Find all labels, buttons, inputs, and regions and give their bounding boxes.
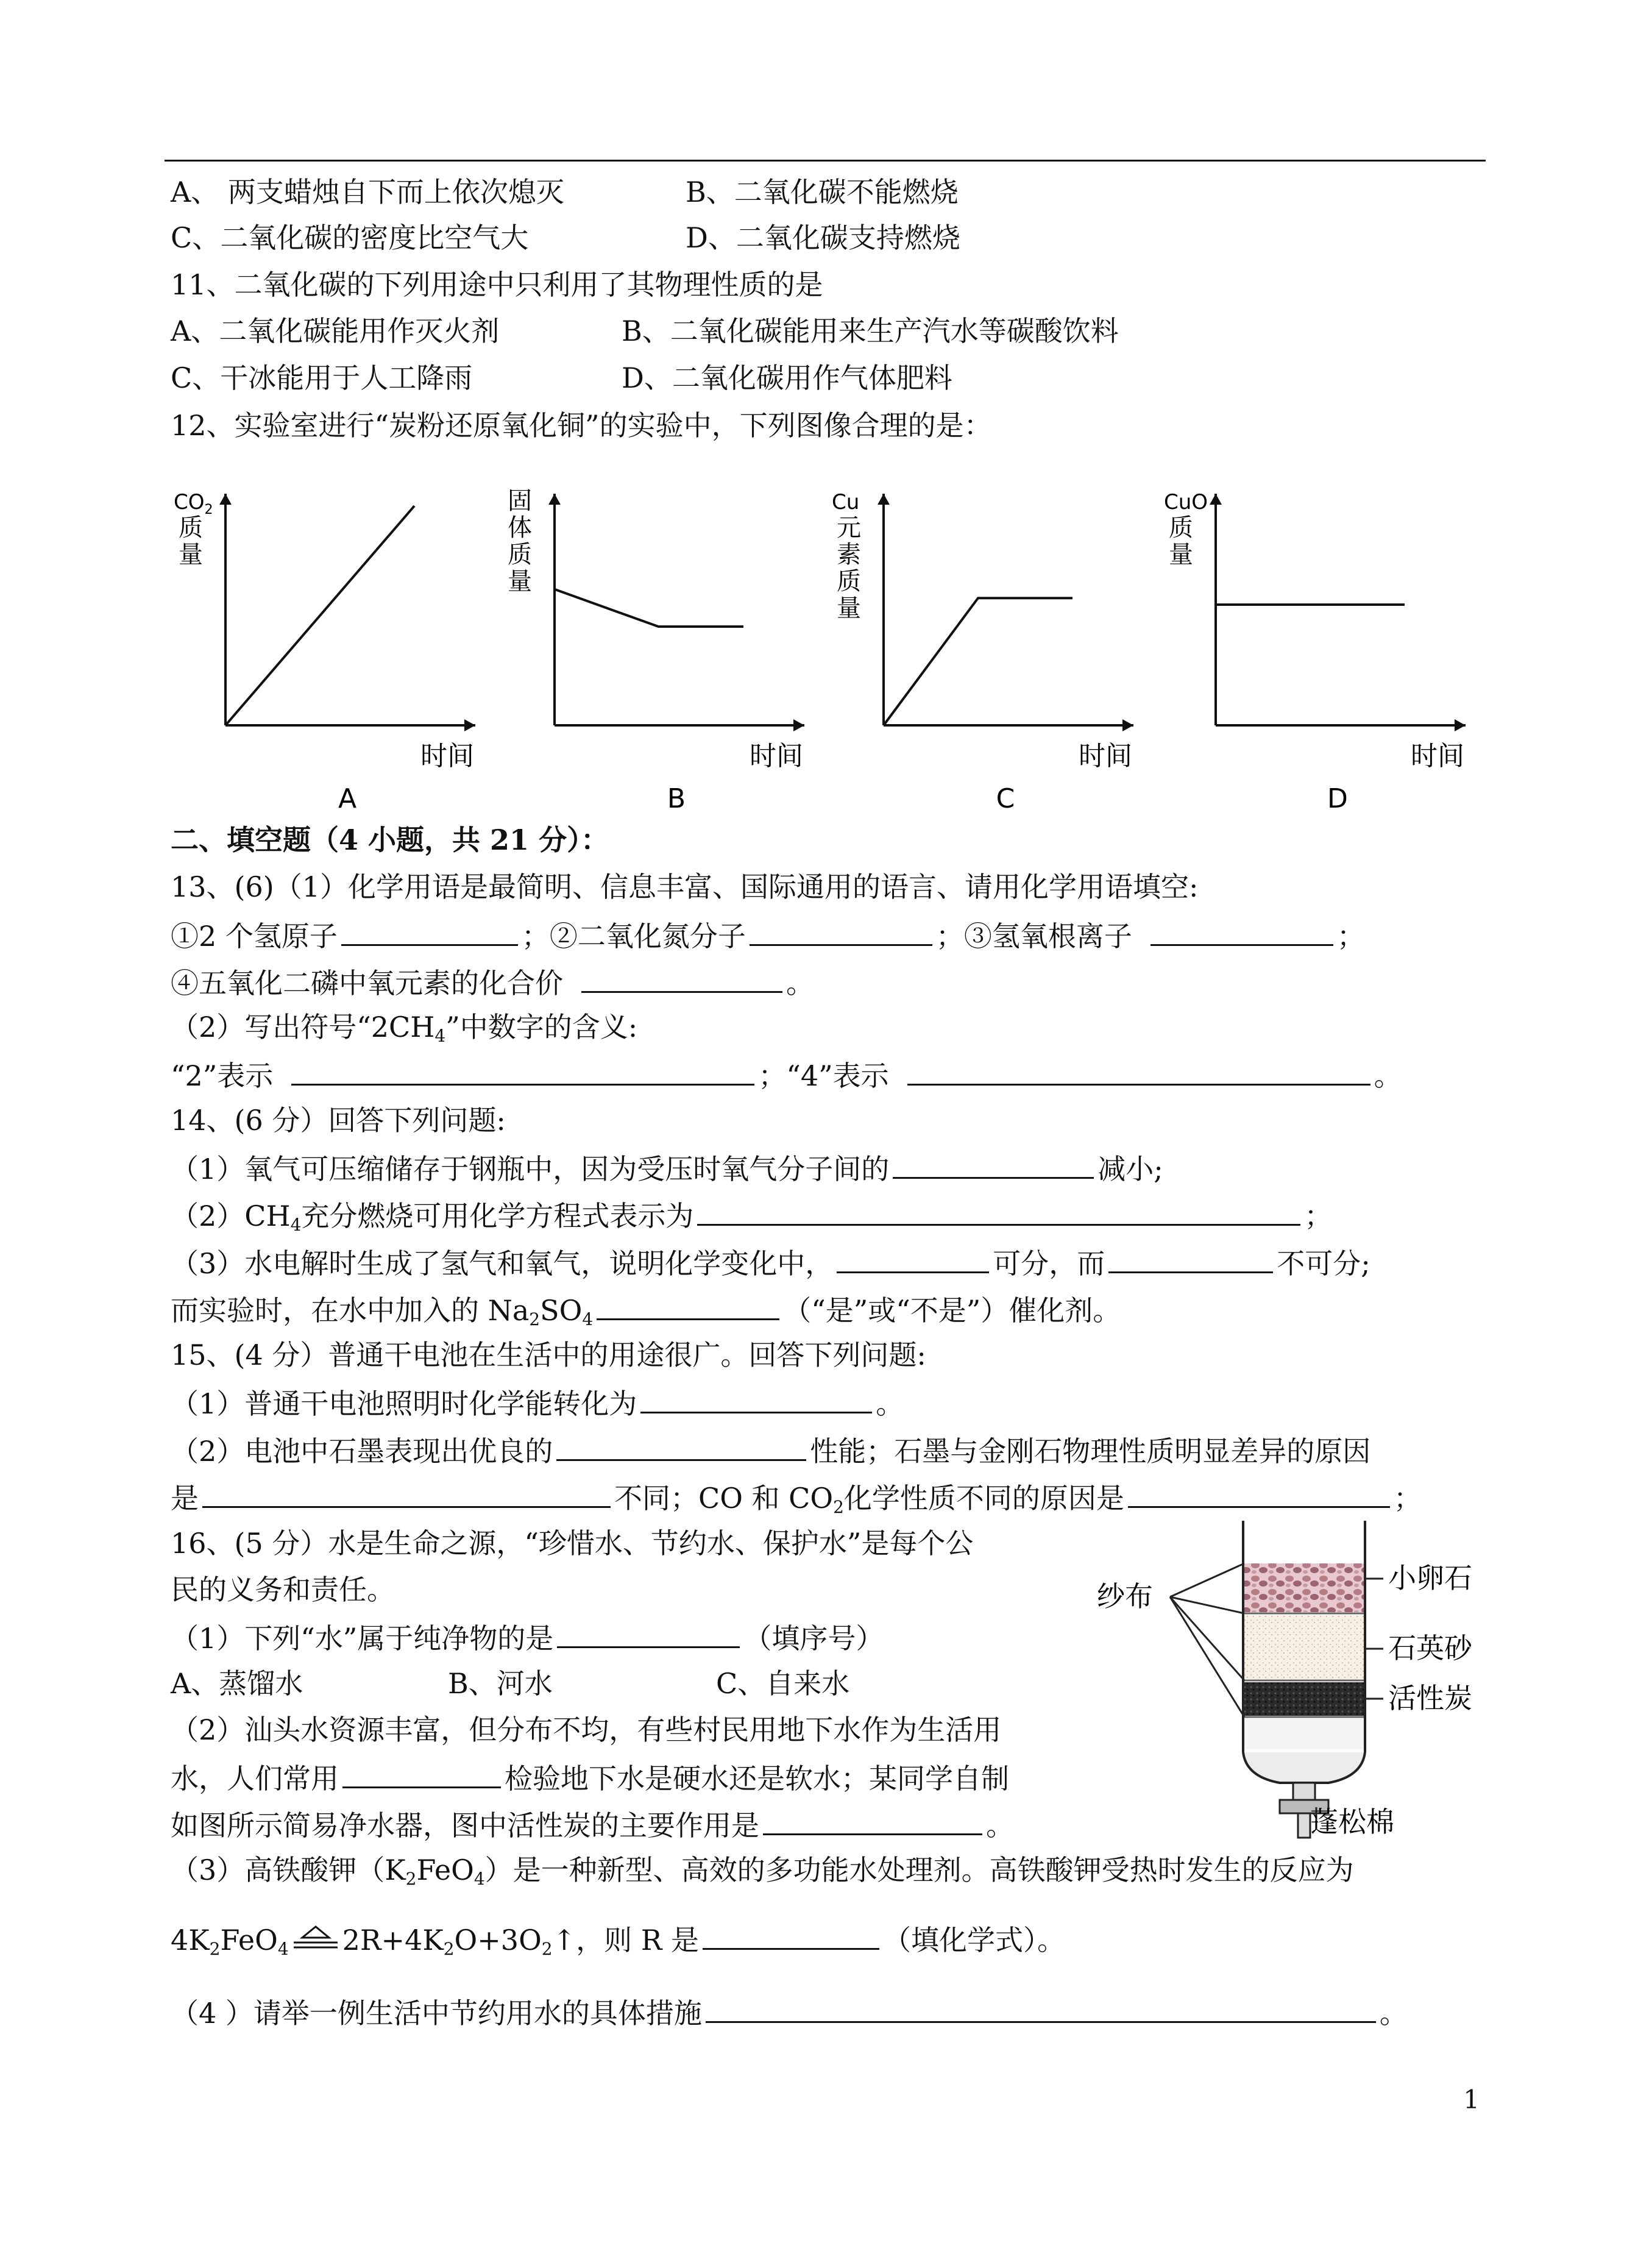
q14-l3c: 不可分;	[1277, 1247, 1370, 1280]
chart-B-xlabel: 时间	[750, 741, 803, 772]
q13-l2b: ；②二氧化氮分子	[521, 920, 746, 953]
q15-blank-1[interactable]	[640, 1384, 872, 1413]
eq-c: 2R+4K	[342, 1924, 444, 1957]
chart-C-xlabel: 时间	[1079, 741, 1132, 772]
chart-A-letter: A	[338, 783, 357, 814]
chart-C-ylabel-char: 素	[837, 541, 861, 569]
q14-l2end: ；	[1304, 1200, 1333, 1232]
q13-l2a: ①2 个氢原子	[171, 920, 338, 953]
q16-l8b: FeO	[416, 1854, 474, 1886]
chart-B-x-arrow	[793, 719, 804, 731]
chart-A-x-arrow	[464, 719, 475, 731]
q15-line3	[171, 1478, 1422, 1526]
q16-l10a: （4 ）请举一例生活中节约用水的具体措施	[171, 1997, 702, 2030]
q16-blank-1[interactable]	[557, 1618, 740, 1648]
q16-l8sub2: 4	[473, 1869, 485, 1889]
q16-l10end: 。	[1379, 1997, 1408, 2030]
eq-d: O+3O	[454, 1924, 542, 1957]
q10-option-b: B、二氧化碳不能燃烧	[686, 176, 959, 208]
chart-C-ylabel-main: Cu	[832, 490, 860, 514]
section2-title: 二、填空题（4 小题，共 21 分）：	[171, 823, 609, 856]
q16-line10	[171, 1993, 1408, 2032]
chart-C-ylabel-char: 质	[837, 567, 861, 595]
label-pebble: 小卵石	[1388, 1562, 1472, 1594]
q16-line7	[171, 1805, 1014, 1844]
water-filter-figure	[1097, 1521, 1499, 1850]
chart-B-series-line	[555, 589, 743, 627]
q14-line4	[171, 1290, 1121, 1338]
chart-D-letter: D	[1327, 783, 1348, 814]
q13-line5	[171, 1056, 1402, 1094]
q13-line2	[171, 916, 1365, 954]
q13-line3	[171, 963, 814, 1001]
q15-l2a: （2）电池中石墨表现出优良的	[171, 1435, 553, 1468]
chart-D-x-arrow	[1455, 719, 1466, 731]
q14-blank-3[interactable]	[837, 1243, 989, 1273]
chart-B-ylabel-char: 质	[508, 541, 532, 569]
q16-option-b: B、河水	[448, 1667, 553, 1700]
eq-e: ↑，则 R 是	[552, 1924, 700, 1957]
q13-l3end: 。	[786, 967, 814, 1000]
q14-line2	[171, 1196, 1332, 1243]
chart-A-y-arrow	[219, 494, 232, 505]
q16-line3	[171, 1618, 884, 1657]
eq-s2: 4	[277, 1939, 289, 1959]
carbon-layer	[1244, 1682, 1364, 1716]
q14-l4c: （“是”或“不是”）催化剂。	[783, 1294, 1121, 1327]
chart-B-ylabel-char: 量	[508, 567, 532, 595]
q15-l3c: 化学性质不同的原因是	[843, 1482, 1124, 1515]
q13-l3: ④五氧化二磷中氧元素的化合价	[171, 967, 563, 1000]
q16-line5: （2）汕头水资源丰富，但分布不均，有些村民用地下水作为生活用	[171, 1713, 1002, 1746]
q14-blank-1[interactable]	[893, 1149, 1094, 1179]
q15-stem: 15、(4 分）普通干电池在生活中的用途很广。回答下列问题:	[171, 1338, 926, 1371]
q10-option-c: C、二氧化碳的密度比空气大	[171, 221, 529, 254]
q12-stem: 12、实验室进行“炭粉还原氧化铜”的实验中，下列图像合理的是：	[171, 409, 992, 442]
chart-D-ylabel-main: CuO	[1164, 490, 1208, 514]
q14-line3	[171, 1243, 1370, 1282]
q13-l2c: ；③氢氧根离子	[935, 920, 1132, 953]
q16-blank-4[interactable]	[703, 1920, 879, 1950]
valve-icon	[1293, 1783, 1315, 1800]
q11-stem: 11、二氧化碳的下列用途中只利用了其物理性质的是	[171, 268, 823, 301]
eq-s3: 2	[443, 1939, 455, 1959]
heat-arrow-icon	[291, 1923, 340, 1953]
q15-blank-3[interactable]	[202, 1478, 611, 1508]
label-sand: 石英砂	[1388, 1632, 1472, 1665]
cotton-layer	[1244, 1719, 1364, 1749]
q15-line2	[171, 1431, 1370, 1470]
q14-l3b: 可分，而	[993, 1247, 1105, 1280]
chart-C-letter: C	[996, 783, 1015, 814]
q13-blank-2[interactable]	[750, 916, 932, 946]
chart-D-ylabel-char: 质	[1169, 514, 1193, 542]
chart-C-y-arrow	[878, 494, 890, 505]
q15-l3a: 是	[171, 1482, 199, 1515]
q16-l6b: 检验地下水是硬水还是软水；某同学自制	[505, 1762, 1009, 1795]
q15-l3b: 不同；CO 和 CO	[614, 1482, 834, 1515]
chart-A-ylabel-main: $CO_2$	[174, 490, 213, 517]
q16-blank-5[interactable]	[706, 1993, 1376, 2023]
q10-option-a: A、 两支蜡烛自下而上依次熄灭	[171, 176, 564, 208]
q14-l2a: （2）CH	[171, 1200, 291, 1232]
q16-blank-2[interactable]	[342, 1758, 501, 1788]
q16-l7a: 如图所示简易净水器，图中活性炭的主要作用是	[171, 1809, 759, 1842]
chart-A-ylabel-char: 质	[179, 514, 203, 542]
label-cotton: 蓬松棉	[1310, 1805, 1394, 1838]
q11-option-a: A、二氧化碳能用作灭火剂	[171, 315, 500, 347]
q16-line1: 16、(5 分）水是生命之源，“珍惜水、节约水、保护水”是每个公	[171, 1527, 974, 1560]
q13-stem: 13、(6)（1）化学用语是最简明、信息丰富、国际通用的语言、请用化学用语填空:	[171, 870, 1199, 903]
q15-blank-2[interactable]	[556, 1431, 806, 1461]
q11-option-c: C、干冰能用于人工降雨	[171, 361, 473, 394]
q14-blank-5[interactable]	[597, 1290, 779, 1320]
label-gauze: 纱布	[1097, 1580, 1153, 1613]
q16-l8sub: 2	[405, 1869, 417, 1889]
q13-blank-6[interactable]	[907, 1056, 1370, 1086]
q16-l7end: 。	[986, 1809, 1014, 1842]
q14-l1a: （1）氧气可压缩储存于钢瓶中，因为受压时氧气分子间的	[171, 1153, 890, 1186]
q13-l4b: ”中数字的含义:	[445, 1011, 638, 1043]
q16-option-c: C、自来水	[716, 1667, 850, 1700]
q13-l5a: “2”表示	[171, 1059, 274, 1092]
chart-C-series-line	[884, 598, 1072, 725]
eq-a: 4K	[171, 1924, 210, 1957]
chart-D-y-arrow	[1210, 494, 1222, 505]
q14-l3a: （3）水电解时生成了氢气和氧气，说明化学变化中，	[171, 1247, 834, 1280]
q16-l6a: 水，人们常用	[171, 1762, 339, 1795]
chart-B-ylabel-char: 体	[508, 514, 532, 542]
filter-bottom	[1243, 1752, 1365, 1783]
top-rule	[165, 160, 1486, 162]
q13-l2d: ；	[1336, 920, 1365, 953]
q14-l1b: 减小;	[1097, 1153, 1163, 1186]
q10-option-d: D、二氧化碳支持燃烧	[686, 221, 960, 254]
q16-option-a: A、蒸馏水	[171, 1667, 303, 1700]
page-number: 1	[1463, 2085, 1480, 2114]
q13-l5end: 。	[1374, 1059, 1402, 1092]
q13-l4a: （2）写出符号“2CH	[171, 1011, 435, 1043]
q16-blank-3[interactable]	[763, 1805, 982, 1835]
chart-B-y-arrow	[548, 494, 561, 505]
q13-line4	[171, 1009, 637, 1054]
q16-l8a: （3）高铁酸钾（K	[171, 1854, 406, 1886]
q16-l3a: （1）下列“水”属于纯净物的是	[171, 1622, 554, 1655]
q14-l4sub2: 4	[582, 1309, 594, 1329]
q14-l4b: SO	[540, 1294, 583, 1327]
q14-blank-4[interactable]	[1108, 1243, 1273, 1273]
q14-l2b: 充分燃烧可用化学方程式表示为	[301, 1200, 694, 1232]
chart-C-x-arrow	[1122, 719, 1133, 731]
q15-l2b: 性能；石墨与金刚石物理性质明显差异的原因	[810, 1435, 1371, 1468]
pebble-layer	[1244, 1563, 1364, 1612]
q14-l4sub1: 2	[529, 1309, 541, 1329]
chart-B-ylabel-char: 固	[508, 487, 532, 515]
q14-l4a: 而实验时，在水中加入的 Na	[171, 1294, 530, 1327]
chart-C-ylabel-char: 量	[837, 594, 861, 622]
chart-A-series-line	[225, 506, 414, 725]
eq-s1: 2	[209, 1939, 221, 1959]
q15-l3sub: 2	[833, 1497, 844, 1517]
q13-blank-4[interactable]	[581, 963, 782, 993]
chart-A-xlabel: 时间	[420, 741, 474, 772]
q14-l2sub: 4	[290, 1215, 302, 1235]
q16-l8c: ）是一种新型、高效的多功能水处理剂。高铁酸钾受热时发生的反应为	[484, 1854, 1354, 1886]
q16-equation-line	[171, 1920, 1065, 1968]
chart-B-letter: B	[667, 783, 686, 814]
q16-line2: 民的义务和责任。	[171, 1573, 395, 1606]
q15-l1a: （1）普通干电池照明时化学能转化为	[171, 1387, 637, 1420]
q13-l4sub: 4	[434, 1026, 446, 1046]
q16-line6	[171, 1758, 1009, 1797]
eq-f: （填化学式）。	[883, 1924, 1066, 1957]
q15-l3end: ；	[1393, 1482, 1422, 1515]
chart-D-ylabel-char: 量	[1169, 541, 1193, 569]
chart-A-ylabel-char: 量	[179, 541, 203, 569]
eq-b: FeO	[220, 1924, 278, 1957]
q13-l5b: ；“4”表示	[758, 1059, 889, 1092]
q13-blank-3[interactable]	[1150, 916, 1333, 946]
q15-blank-4[interactable]	[1128, 1478, 1390, 1508]
q16-l3b: （填序号）	[743, 1622, 884, 1655]
q14-line1	[171, 1149, 1163, 1187]
q15-l1end: 。	[876, 1387, 904, 1420]
label-carbon: 活性炭	[1388, 1682, 1472, 1715]
q14-blank-2[interactable]	[697, 1196, 1300, 1226]
chart-C-ylabel-char: 元	[837, 514, 861, 542]
sand-layer	[1244, 1615, 1364, 1679]
q11-option-b: B、二氧化碳能用来生产汽水等碳酸饮料	[622, 315, 1119, 347]
q11-option-d: D、二氧化碳用作气体肥料	[622, 361, 952, 394]
q12-charts	[0, 451, 1638, 817]
q14-stem: 14、(6 分）回答下列问题:	[171, 1104, 506, 1137]
q15-line1	[171, 1384, 904, 1422]
q16-line8	[171, 1852, 1354, 1897]
q13-blank-5[interactable]	[291, 1056, 754, 1086]
q13-blank-1[interactable]	[341, 916, 518, 946]
eq-s4: 2	[541, 1939, 553, 1959]
chart-D-xlabel: 时间	[1411, 741, 1464, 772]
